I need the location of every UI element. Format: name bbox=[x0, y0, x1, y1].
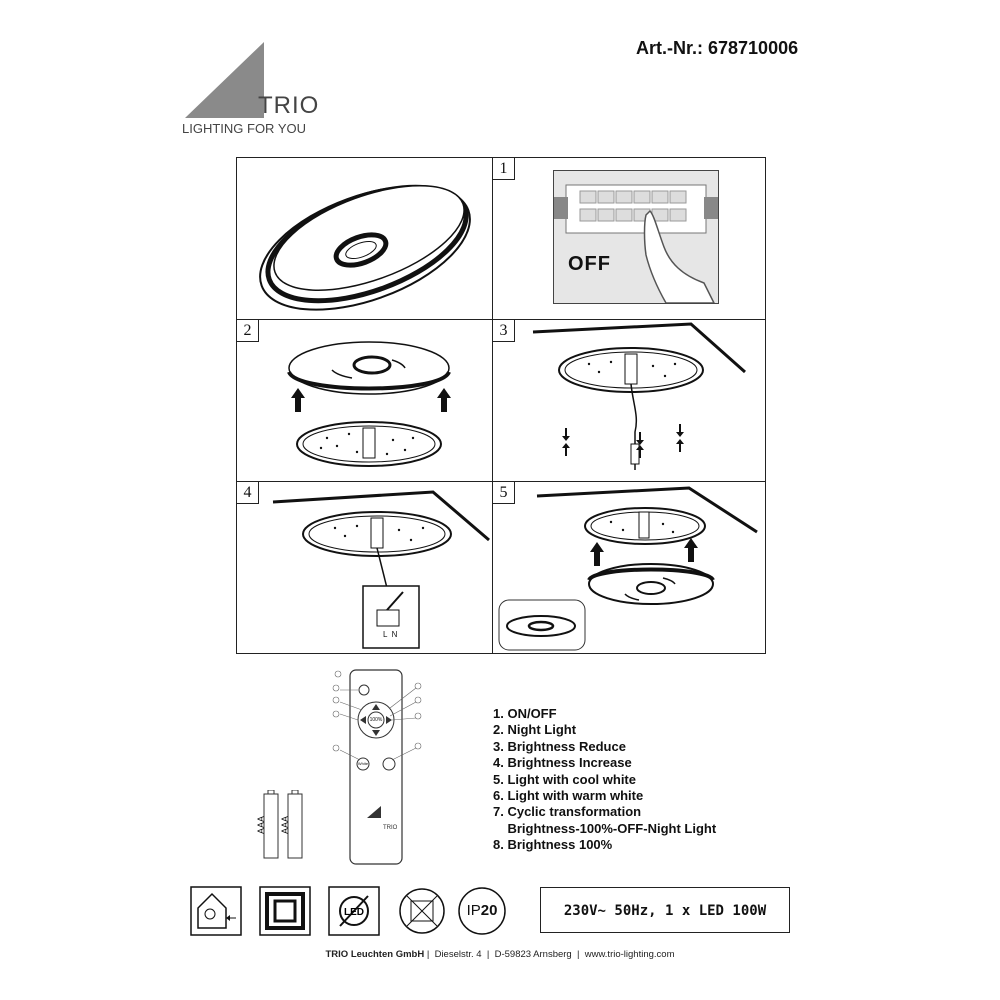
legend-item: 8. Brightness 100% bbox=[493, 837, 613, 853]
terminal-labels: L N bbox=[383, 630, 398, 639]
step-3-mount bbox=[492, 319, 766, 482]
attach-cover-illustration bbox=[493, 482, 765, 653]
footer-address: | Dieselstr. 4 | D-59823 Arnsberg | www.trio-lighting.com bbox=[426, 949, 675, 960]
step-number: 4 bbox=[237, 482, 259, 504]
led-label: LED bbox=[344, 907, 364, 918]
step-number: 2 bbox=[237, 320, 259, 342]
legend-item: 5. Light with cool white bbox=[493, 771, 636, 787]
remote-control bbox=[326, 668, 436, 868]
remote-white-button: White bbox=[357, 761, 369, 766]
instruction-grid bbox=[236, 157, 766, 654]
step-1-switch-off bbox=[492, 157, 766, 320]
logo-brand: TRIO bbox=[258, 92, 320, 119]
article-number: Art.-Nr.: 678710006 bbox=[636, 38, 799, 58]
ip-prefix: IP bbox=[466, 902, 481, 919]
remove-cover-illustration bbox=[237, 320, 492, 481]
product-overview bbox=[236, 157, 493, 320]
trio-logo bbox=[180, 40, 330, 140]
batteries bbox=[256, 790, 310, 860]
legend-item: 4. Brightness Increase bbox=[493, 755, 632, 771]
footer-company: TRIO Leuchten GmbH bbox=[325, 949, 425, 960]
legend-item: 7. Cyclic transformation bbox=[493, 804, 642, 820]
step-4-wiring bbox=[236, 481, 493, 654]
step-number: 3 bbox=[493, 320, 515, 342]
remote-100-button: 100% bbox=[369, 717, 383, 723]
battery-label-2: AAA bbox=[280, 815, 291, 835]
step-5-attach-cover bbox=[492, 481, 766, 654]
legend-item: Brightness-100%-OFF-Night Light bbox=[493, 820, 717, 836]
off-label: OFF bbox=[568, 253, 611, 275]
symbols-row bbox=[190, 884, 520, 936]
step-2-remove-cover bbox=[236, 319, 493, 482]
legend-item: 1. ON/OFF bbox=[493, 706, 557, 721]
indoor-use-icon bbox=[190, 886, 242, 936]
legend-item: 2. Night Light bbox=[493, 722, 577, 738]
protection-class-ii-icon bbox=[259, 886, 311, 936]
mount-illustration bbox=[493, 320, 765, 481]
electrical-spec: 230V~ 50Hz, 1 x LED 100W bbox=[540, 887, 790, 933]
step-number: 1 bbox=[493, 158, 515, 180]
legend-item: 6. Light with warm white bbox=[493, 788, 644, 804]
step-number: 5 bbox=[493, 482, 515, 504]
remote-legend bbox=[493, 706, 716, 854]
battery-label-1: AAA bbox=[256, 815, 267, 835]
ip-value: 20 bbox=[480, 902, 498, 919]
led-non-replaceable-icon bbox=[328, 886, 380, 936]
logo-tagline: LIGHTING FOR YOU bbox=[182, 121, 306, 136]
wiring-illustration bbox=[237, 482, 492, 653]
footer bbox=[0, 949, 1000, 960]
not-for-insulated-ceiling-icon bbox=[397, 886, 447, 936]
switch-photo bbox=[553, 170, 719, 304]
hand-on-switch-icon bbox=[554, 171, 718, 303]
remote-illustration bbox=[326, 668, 436, 868]
ip-rating bbox=[461, 902, 503, 919]
legend-item: 3. Brightness Reduce bbox=[493, 738, 626, 754]
remote-logo: TRIO bbox=[383, 825, 398, 831]
ceiling-light-illustration bbox=[237, 158, 492, 319]
